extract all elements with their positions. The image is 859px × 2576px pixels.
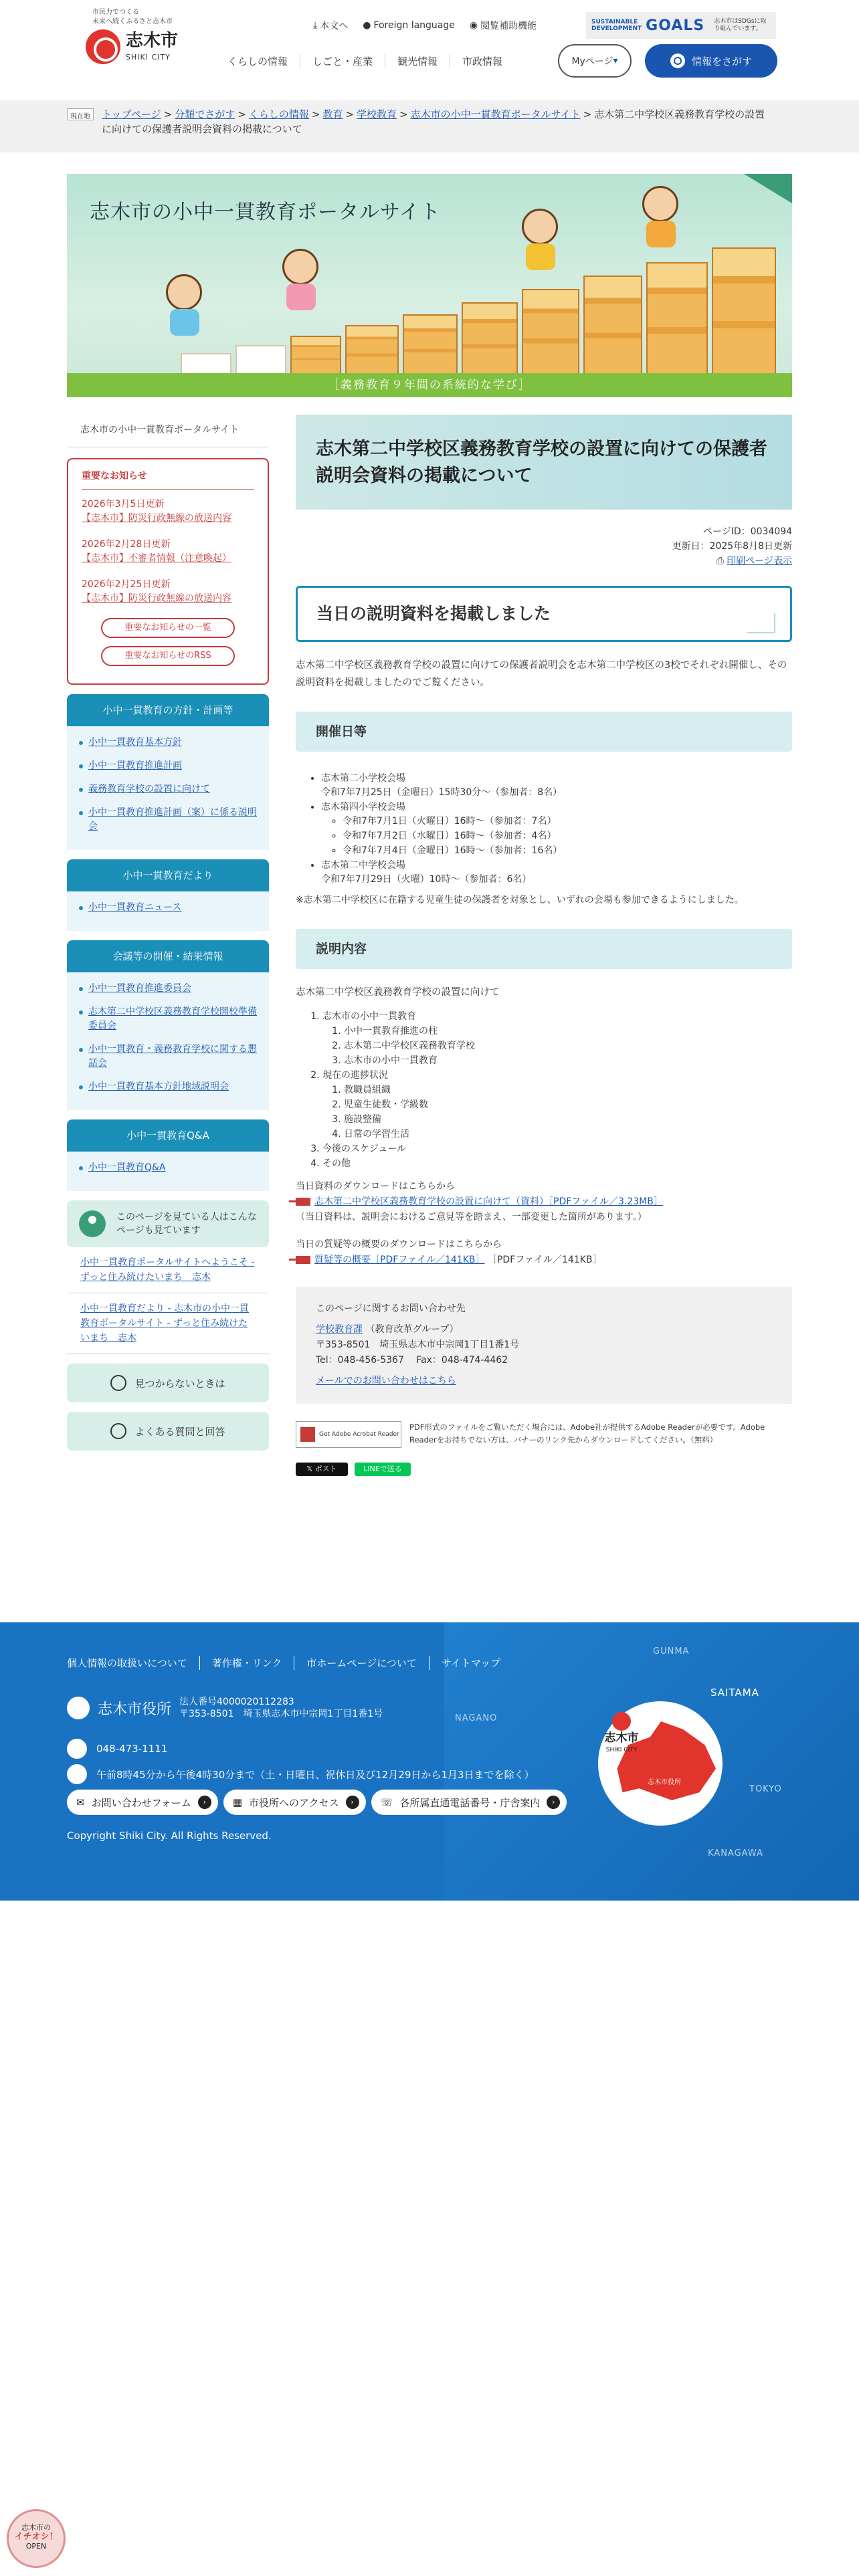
schedule-item: • 志木第二小学校会場 令和7年7月25日（金曜日）15時30分～（参加者：8名） <box>321 772 792 800</box>
schedule-subitem: ◦ 令和7年7月2日（水曜日）16時～（参加者：4名） <box>343 829 792 843</box>
side-section-news <box>67 859 269 931</box>
contact-heading: このページに関するお問い合わせ先 <box>316 1303 466 1314</box>
badge-line1: 志木市の <box>21 2523 51 2532</box>
sdgs-caption: 志木市はSDGsに取り組んでいます。 <box>714 18 767 32</box>
question-icon <box>110 1423 126 1439</box>
vaulting-box <box>345 325 399 373</box>
dept-link[interactable]: 学校教育課 <box>316 1324 363 1335</box>
nav-work[interactable]: しごと・産業 <box>300 54 385 68</box>
search-info-button[interactable]: 情報をさがす <box>645 44 777 78</box>
chevron-down-icon: ▾ <box>613 56 618 66</box>
copyright: Copyright Shiki City. All Rights Reserved. <box>67 1830 272 1842</box>
sdgs-goals: GOALS <box>646 17 705 34</box>
contact-form-button[interactable]: ✉ お問い合わせフォーム › <box>67 1790 218 1815</box>
schedule-note: ※志木第二中学校区に在籍する児童生徒の保護者を対象とし、いずれの会場も参加できるようにしました。 <box>296 895 744 905</box>
x-post-button[interactable]: 𝕏 ポスト <box>296 1463 348 1476</box>
contact-address: 〒353-8501 埼玉県志木市中宗岡1丁目1番1号 <box>316 1339 520 1350</box>
also-viewed-item[interactable]: 小中一貫教育だより - 志木市の小中一貫教育ポータルサイト - ずっと住み続けたいまち 志木 <box>67 1293 269 1354</box>
outline-subitem: 1. 教職員組織 <box>344 1083 792 1097</box>
outline-item: 1. 志木市の小中一貫教育 1. 小中一貫教育推進の柱 2. 志木第二中学校区義務教育学校 3. 志木市の小中一貫教育 <box>322 1009 792 1068</box>
important-notices <box>67 458 269 685</box>
side-section-policy <box>67 694 269 850</box>
materials-pdf-link[interactable]: 志木第二中学校区義務教育学校の設置に向けて（資料）［PDFファイル／3.23MB］ <box>314 1196 663 1207</box>
dept-group: （教育改革グループ） <box>365 1324 459 1335</box>
sdgs-badge[interactable] <box>586 12 776 39</box>
file-info: ［PDFファイル／141KB］ <box>487 1255 602 1265</box>
footer-link-about[interactable]: 市ホームページについて <box>294 1656 428 1670</box>
download-intro: 当日の質疑等の概要のダウンロードはこちらから <box>296 1239 502 1250</box>
vaulting-box <box>181 353 231 373</box>
sidebar-portal-title[interactable]: 志木市の小中一貫教育ポータルサイト <box>67 415 269 447</box>
page-meta <box>296 524 792 568</box>
map-label: GUNMA <box>653 1646 690 1656</box>
child-illustration <box>522 209 558 245</box>
notice-list-button[interactable]: 重要なお知らせの一覧 <box>101 618 235 638</box>
schedule-item: • 志木第四小学校会場 ◦ 令和7年7月1日（火曜日）16時～（参加者：7名） ◦ 令和7年7月2日（水曜日）16時～（参加者：4名） ◦ 令和7年7月4日（金曜日）16時～（参加者：16名） <box>321 800 792 858</box>
people-icon <box>79 1210 106 1237</box>
catchphrase-2: 未来へ続くふるさと志木市 <box>92 18 173 25</box>
acrobat-icon <box>300 1427 315 1442</box>
faq-button[interactable]: よくある質問と回答 <box>67 1412 269 1451</box>
lead-heading: 当日の説明資料を掲載しました <box>296 586 792 642</box>
lead-text: 志木第二中学校区義務教育学校の設置に向けての保護者説明会を志木第二中学校区の3校でそれぞれ開催し、その説明資料を掲載しましたのでご覧ください。 <box>296 660 787 688</box>
pdf-icon <box>296 1256 310 1264</box>
side-link[interactable]: 小中一貫教育・義務教育学校に関する懇話会 <box>79 1043 258 1071</box>
arrow-right-icon: › <box>198 1796 211 1809</box>
child-illustration <box>282 249 318 285</box>
side-link[interactable]: 小中一貫教育推進委員会 <box>79 982 258 996</box>
global-nav <box>215 45 514 76</box>
office-address: 〒353-8501 埼玉県志木市中宗岡1丁目1番1号 <box>179 1709 383 1719</box>
map-label: TOKYO <box>749 1784 782 1794</box>
eye-icon: ◉ <box>469 20 478 31</box>
outline-subitem: 3. 施設整備 <box>344 1112 792 1127</box>
side-section-heading: 小中一貫教育Q&A <box>67 1119 269 1152</box>
schedule-list <box>296 772 792 887</box>
city-name-en: SHIKI CITY <box>126 53 171 62</box>
side-link[interactable]: 小中一貫教育基本方針 <box>79 736 258 750</box>
corp-number: 法人番号4000020112283 <box>179 1697 294 1707</box>
schedule-subitem: ◦ 令和7年7月1日（火曜日）16時～（参加者：7名） <box>343 815 792 829</box>
qa-pdf-link[interactable]: 質疑等の概要［PDFファイル／141KB］ <box>314 1255 485 1265</box>
banner-title: 志木市の小中一貫教育ポータルサイト <box>90 201 441 224</box>
download-intro: 当日資料のダウンロードはこちらから <box>296 1181 455 1192</box>
search-icon <box>670 53 685 68</box>
footer-office <box>67 1696 383 1720</box>
footer-phone: 048-473-1111 <box>67 1739 167 1759</box>
site-logo[interactable] <box>86 8 193 64</box>
side-section-meetings <box>67 940 269 1110</box>
city-emblem-icon <box>67 1697 90 1719</box>
breadcrumb-label: 現在地 <box>67 108 94 120</box>
nav-living[interactable]: くらしの情報 <box>227 55 288 68</box>
mypage-button[interactable]: Myページ ▾ <box>558 44 632 78</box>
also-viewed-item[interactable]: 小中一貫教育ポータルサイトへようこそ - ずっと住み続けたいまち 志木 <box>67 1247 269 1293</box>
child-illustration <box>642 186 678 222</box>
vaulting-box <box>712 247 776 373</box>
globe-icon: ● <box>363 20 371 31</box>
recommend-badge[interactable] <box>7 2509 66 2568</box>
side-link[interactable]: 小中一貫教育ニュース <box>79 901 258 915</box>
download-arrow-icon: ⤓ <box>313 20 318 31</box>
footer-nav <box>67 1656 512 1670</box>
site-header <box>0 0 859 100</box>
line-share-button[interactable]: LINEで送る <box>355 1463 411 1476</box>
catchphrase-1: 市民力でつくる <box>92 9 139 16</box>
accessibility-link[interactable]: ◉ 閲覧補助機能 <box>469 20 537 31</box>
map-label: KANAGAWA <box>708 1848 763 1858</box>
page-title: 志木第二中学校区義務教育学校の設置に向けての保護者説明会資料の掲載について <box>296 415 792 510</box>
notice-item[interactable]: 2026年3月5日更新 【志木市】防災行政無線の放送内容 <box>82 499 231 524</box>
also-viewed-heading: このページを見ている人はこんなページも見ています <box>67 1200 269 1247</box>
adobe-text: PDF形式のファイルをご覧いただく場合には、Adobe社が提供するAdobe Readerが必要です。Adobe Readerをお持ちでない方は、バナーのリンク先からダウンロードしてください。（無料） <box>409 1422 765 1444</box>
side-link[interactable]: 小中一貫教育基本方針地域説明会 <box>79 1080 258 1094</box>
child-body <box>170 309 199 336</box>
outline-subitem: 2. 志木第二中学校区義務教育学校 <box>344 1039 792 1053</box>
side-section-heading: 会議等の開催・結果情報 <box>67 940 269 972</box>
outline-intro: 志木第二中学校区義務教育学校の設置に向けて <box>296 987 500 998</box>
schedule-item: • 志木第二中学校会場 令和7年7月29日（火曜）10時～（参加者：6名） <box>321 859 792 887</box>
sidebar <box>67 415 269 1476</box>
vaulting-box <box>646 262 708 373</box>
outline-heading: 説明内容 <box>296 929 792 969</box>
utility-links <box>313 19 537 32</box>
contact-phone: Tel：048-456-5367 Fax：048-474-4462 <box>316 1355 508 1366</box>
access-button[interactable]: ▦ 市役所へのアクセス › <box>223 1790 366 1815</box>
city-emblem-icon <box>86 29 120 64</box>
breadcrumb-top[interactable]: トップページ <box>102 108 161 120</box>
child-body <box>646 221 676 247</box>
download-qa <box>296 1237 792 1268</box>
footer-buttons <box>67 1790 567 1815</box>
nav-government[interactable]: 市政情報 <box>450 54 514 68</box>
breadcrumb-education[interactable]: 教育 <box>322 108 343 120</box>
breadcrumb-school-education[interactable]: 学校教育 <box>357 108 397 120</box>
side-link[interactable]: 小中一貫教育推進計画（案）に係る説明会 <box>79 806 258 834</box>
banner-corner <box>744 174 792 203</box>
schedule-subitem: ◦ 令和7年7月4日（金曜日）16時～（参加者：16名） <box>343 844 792 858</box>
main-content <box>296 415 792 1476</box>
mail-icon: ✉ <box>76 1796 85 1808</box>
city-hall-marker: 志木市役所 <box>646 1776 682 1786</box>
arrow-right-icon: › <box>346 1796 359 1809</box>
side-link[interactable]: 小中一貫教育推進計画 <box>79 759 258 773</box>
notice-item[interactable]: 2026年2月25日更新 【志木市】防災行政無線の放送内容 <box>82 579 231 604</box>
map-label: NAGANO <box>455 1713 498 1723</box>
site-footer <box>0 1622 859 1901</box>
printer-icon: ⎙ <box>716 556 724 566</box>
footer-hours: 午前8時45分から午後4時30分まで（土・日曜日、祝休日及び12月29日から1月3日までを除く） <box>67 1764 535 1784</box>
nav-tourism[interactable]: 観光情報 <box>385 54 450 68</box>
child-body <box>286 284 316 310</box>
map-label: SAITAMA <box>710 1687 759 1699</box>
vaulting-box <box>403 314 458 373</box>
shiki-map-circle <box>598 1701 723 1826</box>
side-link[interactable]: 志木第二中学校区義務教育学校開校準備委員会 <box>79 1005 258 1033</box>
outline-list <box>296 1009 792 1171</box>
schedule-heading: 開催日等 <box>296 712 792 752</box>
clock-icon <box>67 1764 87 1784</box>
outline-item: 2. 現在の進捗状況 1. 教職員組織 2. 児童生徒数・学級数 3. 施設整備 4. 日常の学習生活 <box>322 1068 792 1142</box>
vaulting-box <box>462 302 518 373</box>
skip-to-content-link[interactable]: ⤓ 本文へ <box>313 20 349 31</box>
download-note: （当日資料は、説明会におけるご意見等を踏まえ、一部変更した箇所があります。） <box>296 1212 647 1222</box>
footer-link-privacy[interactable]: 個人情報の取扱いについて <box>67 1657 187 1669</box>
direct-phone-button[interactable]: ☏ 各所属直通電話番号・庁舎案内 › <box>371 1790 567 1815</box>
sdgs-line2: DEVELOPMENT <box>591 25 642 32</box>
side-section-heading: 小中一貫教育の方針・計画等 <box>67 694 269 726</box>
mail-contact-link[interactable]: メールでのお問い合わせはこちら <box>316 1376 456 1386</box>
outline-subitem: 2. 児童生徒数・学級数 <box>344 1097 792 1112</box>
phone-icon: ☏ <box>380 1796 393 1808</box>
outline-subitem: 3. 志木市の小中一貫教育 <box>344 1053 792 1068</box>
badge-line3: OPEN <box>25 2542 47 2551</box>
not-found-button[interactable]: 見つからないときは <box>67 1364 269 1402</box>
notice-rss-button[interactable]: 重要なお知らせのRSS <box>101 646 235 666</box>
breadcrumb-portal[interactable]: 志木市の小中一貫教育ポータルサイト <box>410 108 581 120</box>
footer-link-copyright[interactable]: 著作権・リンク <box>199 1656 294 1670</box>
vaulting-box <box>583 276 642 373</box>
child-illustration <box>166 274 202 310</box>
contact-box <box>296 1287 792 1404</box>
map-city-logo: 志木市 SHIKI CITY <box>602 1712 641 1759</box>
phone-icon <box>67 1739 87 1759</box>
download-materials <box>296 1179 792 1225</box>
print-link[interactable]: 印刷ページ表示 <box>727 556 792 566</box>
vaulting-box <box>522 289 579 373</box>
side-link[interactable]: 義務教育学校の設置に向けて <box>79 782 258 796</box>
sdgs-line1: SUSTAINABLE <box>591 19 638 25</box>
x-icon: 𝕏 <box>306 1465 315 1473</box>
badge-line2: イチオシ！ <box>14 2532 58 2542</box>
breadcrumb: 現在地 トップページ > 分類でさがす > くらしの情報 > 教育 > 学校教育 > 志木市の小中一貫教育ポータルサイト > 志木第二中学校区義務教育学校の設置に向けての保護者説明会資料の掲載について <box>0 100 859 152</box>
side-section-qa <box>67 1119 269 1191</box>
child-body <box>526 243 555 270</box>
vaulting-box <box>290 336 341 373</box>
breadcrumb-category[interactable]: 分類でさがす <box>175 108 235 120</box>
city-emblem-icon <box>612 1712 631 1731</box>
arrow-right-icon: › <box>547 1796 560 1809</box>
city-name: 志木市 <box>126 31 179 51</box>
foreign-language-link[interactable]: ● Foreign language <box>363 20 455 31</box>
footer-link-sitemap[interactable]: サイトマップ <box>429 1656 512 1670</box>
pdf-icon <box>296 1198 310 1206</box>
page-id: ページID：0034094 <box>703 526 792 537</box>
share-buttons <box>296 1463 792 1476</box>
portal-banner[interactable] <box>67 174 792 397</box>
updated-date: 更新日：2025年8月8日更新 <box>672 541 792 552</box>
office-name: 志木市役所 <box>98 1701 172 1718</box>
side-link[interactable]: 小中一貫教育Q&A <box>79 1161 258 1175</box>
adobe-notice <box>296 1421 792 1448</box>
outline-subitem: 4. 日常の学習生活 <box>344 1127 792 1142</box>
breadcrumb-living[interactable]: くらしの情報 <box>248 108 309 120</box>
side-section-heading: 小中一貫教育だより <box>67 859 269 891</box>
building-icon: ▦ <box>232 1796 243 1808</box>
notice-item[interactable]: 2026年2月28日更新 【志木市】不審者情報（注意喚起） <box>82 539 231 564</box>
important-heading: 重要なお知らせ <box>82 469 254 490</box>
outline-subitem: 1. 小中一貫教育推進の柱 <box>344 1024 792 1039</box>
search-doc-icon <box>110 1375 126 1391</box>
adobe-reader-banner[interactable]: Get Adobe Acrobat Reader <box>296 1421 401 1448</box>
breadcrumb-current: 志木第二中学校区義務教育学校の設置に向けての保護者説明会資料の掲載について <box>102 108 765 135</box>
outline-item: 4. その他 <box>322 1156 792 1171</box>
vaulting-box <box>235 345 286 373</box>
outline-item: 3. 今後のスケジュール <box>322 1142 792 1156</box>
banner-caption: ［義務教育９年間の系統的な学び］ <box>67 373 792 397</box>
